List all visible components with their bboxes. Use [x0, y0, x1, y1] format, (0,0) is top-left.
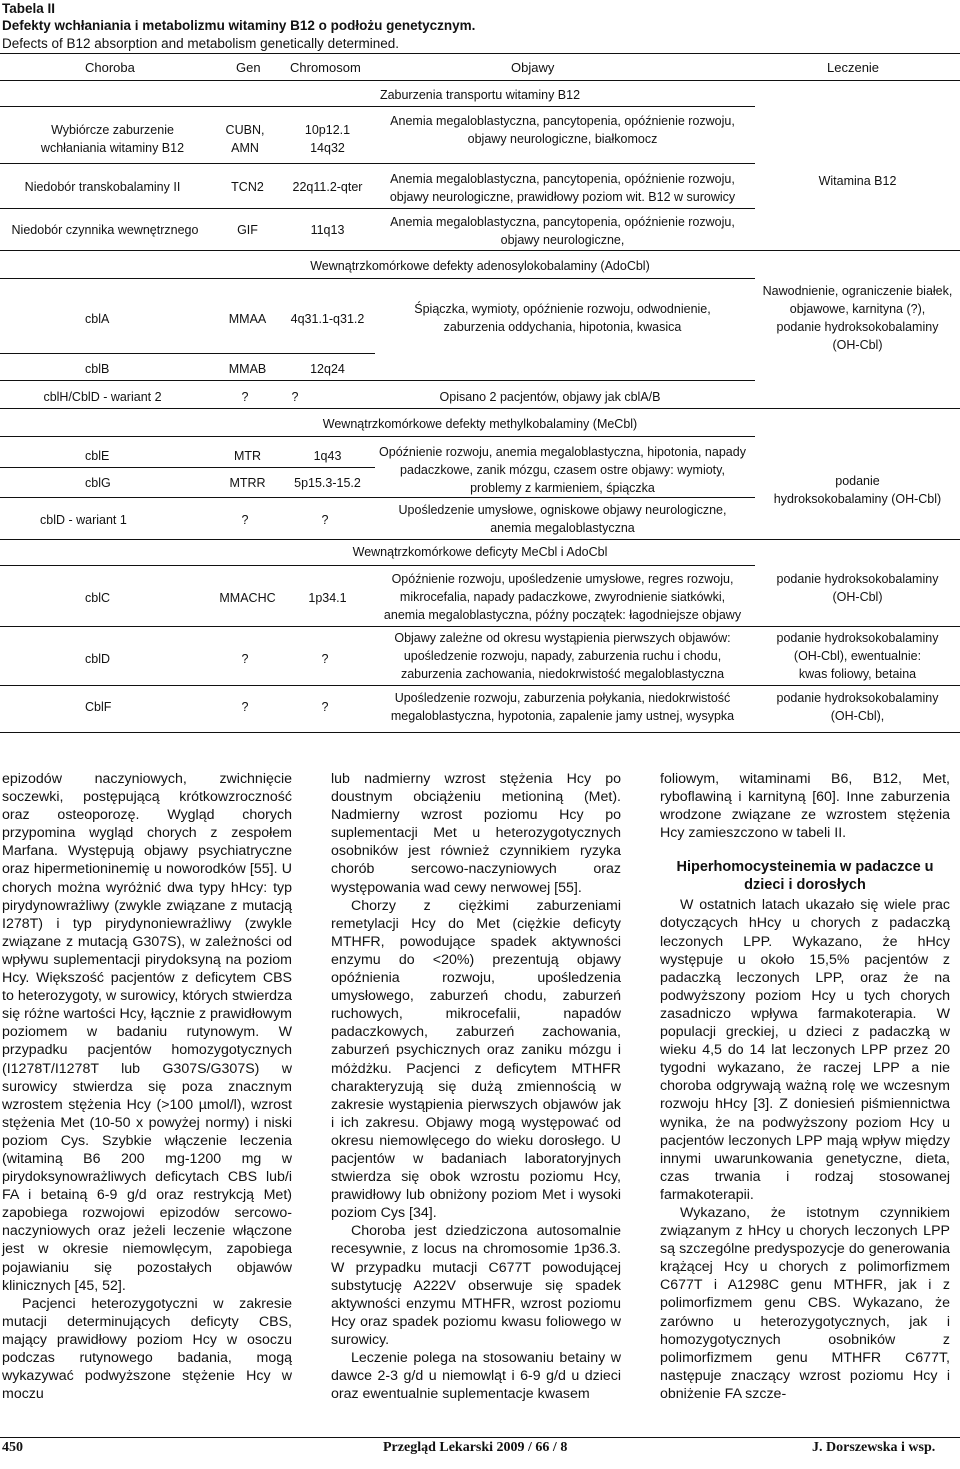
- row9-chromosome: ?: [321, 513, 329, 527]
- row1-symptoms: Anemia megaloblastyczna, pancytopenia, opóźnienie rozwoju, objawy neurologiczne, białkomocz: [390, 114, 735, 146]
- page-number: 450: [2, 1440, 23, 1455]
- row2-symptoms: Anemia megaloblastyczna, pancytopenia, opóźnienie rozwoju, objawy neurologiczne, prawidłowy poziom wit. B12 w surowicy: [389, 172, 736, 204]
- section-rule: [0, 106, 755, 107]
- treatment-adocbl: Nawodnienie, ograniczenie białek, objawowe, karnityna (?), podanie hydroksokobalaminy (OH-Cbl): [762, 284, 953, 352]
- row10-gene: MMACHC: [219, 591, 276, 605]
- row8-chromosome: 5p15.3-15.2: [294, 476, 361, 490]
- row11-gene: ?: [241, 652, 249, 666]
- row-rule: [0, 408, 960, 409]
- section-rule: [0, 565, 755, 566]
- paragraph: foliowym, witaminami B6, B12, Met, ryboflawiną i karnityną [60]. Inne zaburzenia wrodzone związane ze wzrostem stężenia Hcy zamieszczono w tabeli II.: [660, 771, 950, 842]
- section-mecbl: Wewnątrzkomórkowe defekty methylkobalaminy (MeCbl): [322, 417, 638, 431]
- paragraph: Wykazano, że istotnym czynnikiem związanym z hHcy u chorych leczonych LPP są szczególne predyspozycje do generowania krążącej Hcy u chorych z polimorfizmem C677T i A1298C genu MTHFR, jak i z polimorfizmem genu CBS. Wykazano, że zarówno u heterozygotycznych, jak i homozygotycznych osobników z polimorfizmem genu MTHFR C677T, następuje znaczący wzrost poziomu Hcy i obniżenie FA szcze-: [660, 1204, 950, 1402]
- row4-gene: MMAA: [228, 312, 267, 326]
- row1-gene: CUBN, AMN: [225, 123, 265, 155]
- row5-gene: MMAB: [228, 362, 267, 376]
- row-rule: [0, 685, 960, 686]
- paragraph: lub nadmierny wzrost stężenia Hcy po doustnym obciążeniu metioniną (Met). Nadmierny wzrost poziomu Hcy po suplementacji Met u heterozygotycznych osobników jest również czynnikiem ryzyka chorób sercowo-naczyniowych oraz występowania wad cewy nerwowej [55].: [331, 771, 621, 896]
- treatment-transport: Witamina B12: [818, 174, 897, 188]
- row3-symptoms: Anemia megaloblastyczna, pancytopenia, opóźnienie rozwoju, objawy neurologiczne,: [390, 215, 735, 247]
- row6-chromosome: ?: [291, 390, 299, 404]
- treatment-mecbl: podanie hydroksokobalaminy (OH-Cbl): [773, 474, 942, 506]
- row4-chromosome: 4q31.1-q31.2: [290, 312, 365, 326]
- header-disease: Choroba: [85, 60, 135, 75]
- body-column-1: [2, 770, 292, 1403]
- row3-gene: GIF: [237, 223, 258, 237]
- row12-chromosome: ?: [321, 700, 329, 714]
- row-rule: [0, 163, 755, 164]
- section-mecbl-adocbl: Wewnątrzkomórkowe deficyty MeCbl i AdoCbl: [352, 545, 608, 559]
- table-label: Tabela II: [2, 1, 56, 16]
- row3-disease: Niedobór czynnika wewnętrznego: [11, 223, 199, 237]
- paragraph: Leczenie polega na stosowaniu betainy w dawce 2-3 g/d u niemowląt i 6-9 g/d u dzieci oraz ewentualnie suplementacje kwasem: [331, 1350, 621, 1403]
- row4-symptoms: Śpiączka, wymioty, opóźnienie rozwoju, odwodnienie, zaburzenia oddychania, hipotonia, kwasica: [414, 302, 711, 334]
- row7-gene: MTR: [233, 449, 262, 463]
- row12-disease: CblF: [85, 700, 112, 714]
- row2-disease: Niedobór transkobalaminy II: [24, 180, 181, 194]
- row10-symptoms: Opóźnienie rozwoju, upośledzenie umysłowe, regres rozwoju, mikrocefalia, napady padaczkowe, zwyrodnienie siatkówki, anemia megaloblastyczna, późny początek: łagodniejsze objawy: [383, 572, 742, 622]
- body-column-2: [331, 770, 621, 1403]
- header-treatment: Leczenie: [827, 60, 880, 75]
- row2-gene: TCN2: [231, 180, 264, 194]
- row-rule: [0, 208, 755, 209]
- row12-symptoms: Upośledzenie rozwoju, zaburzenia połykania, niedokrwistość megaloblastyczna, hypotonia, zapalenie jamy ustnej, wysypka: [390, 691, 735, 723]
- paragraph: W ostatnich latach ukazało się wiele prac dotyczących hHcy u chorych z padaczką leczonych LPP. Wykazano, że hHcy występuje u około 15,5% pacjentów z padaczką leczonych LPP, oraz że na podwyższony poziom Hcy u tych chorych zasadniczo wpływa farmakoterapia. W populacji greckiej, u dzieci z padaczką w wieku 4,5 do 14 lat leczonych LPP przez 20 tygodni wykazano, że raczej LPP a nie choroba odgrywają ważną rolę we wczesnym rozwoju hHcy [3]. Z doniesień piśmiennictwa wynika, że na podwyższony poziom Hcy u pacjentów leczonych LPP mają wpływ między innymi uwarunkowania genetyczne, dieta, czas trwania i rodzaj stosowanej farmakoterapii.: [660, 897, 950, 1203]
- table-top-rule: [0, 53, 960, 54]
- author-info: J. Dorszewska i wsp.: [812, 1440, 936, 1455]
- row12-treatment: podanie hydroksokobalaminy (OH-Cbl),: [776, 691, 939, 723]
- body-column-3: [660, 770, 950, 1403]
- paragraph: Chorzy z ciężkimi zaburzeniami remetylacji Hcy do Met (ciężkie deficyty MTHFR, powodujące spadek aktywności enzymu do <20%) prezentują objawy opóźnienia rozwoju, upośledzenia umysłowego, zaburzeń chodu, zaburzeń ruchowych, mikrocefalii, napadów padaczkowych, zaburzeń zachowania, zaburzeń psychicznych oraz zaniku mózgu i móżdżku. Pacjenci z deficytem MTHFR charakteryzują się dużą zmiennością w zakresie wystąpienia pierwszych objawów jak i ich zakresu. Objawy mogą występować od okresu niemowlęcego do wieku dorosłego. U pacjentów w badaniach laboratoryjnych stwierdza się obok wzrostu poziomu Hcy, prawidłowy lub obniżony poziom Met i wysoki poziom Cys [34].: [331, 897, 621, 1222]
- row8-gene: MTRR: [229, 476, 266, 490]
- row4-disease: cblA: [85, 312, 110, 326]
- row11-disease: cblD: [85, 652, 111, 666]
- row8-disease: cblG: [85, 476, 111, 490]
- header-gene: Gen: [236, 60, 261, 75]
- row78-symptoms: Opóźnienie rozwoju, anemia megaloblastyczna, hipotonia, napady padaczkowe, zanik mózgu, czasem ostre objawy: wymioty, problemy z karmieniem, śpiączka: [379, 445, 746, 495]
- row10-chromosome: 1p34.1: [308, 591, 347, 605]
- row1-disease: Wybiórcze zaburzenie wchłaniania witaminy B12: [40, 123, 185, 155]
- table-bottom-rule: [0, 732, 960, 733]
- row5-disease: cblB: [85, 362, 110, 376]
- table-title-pl: Defekty wchłaniania i metabolizmu witaminy B12 o podłożu genetycznym.: [2, 18, 476, 33]
- section-transport: Zaburzenia transportu witaminy B12: [379, 88, 581, 102]
- row-rule: [0, 250, 960, 251]
- footer-rule: [0, 1437, 960, 1438]
- row1-chromosome: 10p12.1 14q32: [304, 123, 351, 155]
- header-chromosome: Chromosom: [290, 60, 361, 75]
- row10-treatment: podanie hydroksokobalaminy (OH-Cbl): [776, 572, 939, 604]
- paragraph: Pacjenci heterozygotyczni w zakresie mutacji determinujących deficyty CBS, mający prawidłowy poziom Hcy w osoczu podczas rutynowego badania, mogą wykazywać podwyższone stężenie Hcy w moczu: [2, 1295, 292, 1403]
- row6-symptoms: Opisano 2 pacjentów, objawy jak cblA/B: [439, 390, 661, 404]
- header-symptoms: Objawy: [511, 60, 555, 75]
- section-rule: [0, 278, 755, 279]
- row5-chromosome: 12q24: [310, 362, 345, 376]
- row-rule: [0, 380, 755, 381]
- row-rule: [0, 539, 960, 540]
- row-rule: [0, 353, 375, 354]
- row-rule: [0, 497, 755, 498]
- row6-disease: cblH/CblD - wariant 2: [43, 390, 162, 404]
- row9-disease: cblD - wariant 1: [40, 513, 127, 527]
- row6-gene: ?: [241, 390, 249, 404]
- row7-chromosome: 1q43: [313, 449, 342, 463]
- row7-disease: cblE: [85, 449, 110, 463]
- row11-chromosome: ?: [321, 652, 329, 666]
- row-rule: [0, 626, 960, 627]
- row12-gene: ?: [241, 700, 249, 714]
- section-adocbl: Wewnątrzkomórkowe defekty adenosylokobalaminy (AdoCbl): [310, 259, 650, 273]
- section-rule: [0, 436, 755, 437]
- section-heading: Hiperhomocysteinemia w padaczce u dzieci i dorosłych: [676, 859, 934, 894]
- row2-chromosome: 22q11.2-qter: [292, 180, 363, 194]
- paragraph: epizodów naczyniowych, zwichnięcie soczewki, postępującą krótkowzroczność oraz osteoporozę. Wygląd chorych przypomina wygląd chorych z zespołem Marfana. Występują objawy psychiatryczne oraz hipermetioninemię u noworodków [55]. U chorych można wyróżnić dwa typy hHcy: typ pirydynowrażliwy (zwykle związane z mutacją I278T) i typ pirydynoniewrażliwy (zwykle związane z mutacją G307S), w zależności od wpływu suplementacji pirydoksyną na poziom Hcy. Większość pacjentów z deficytem CBS to heterozygoty, w surowicy, których stwierdza się różne wartości Hcy, łącznie z prawidłowym poziomem w badaniu rutynowym. W przypadku pacjentów homozygotycznych (I1278T/I1278T lub G307S/G307S) w surowicy stwierdza się poza znacznym wzrostem stężenia Hcy (>100 µmol/l), wzrost stężenia Met (10-50 x powyżej normy) i niski poziom Cys. Szybkie włączenie leczenia (witaminą B6 200 mg-1200 mg w pirydoksynowrażliwych deficytach CBS lub/i FA i betainą 6-9 g/d oraz restrykcją Met) zapobiega rozwojowi epizodów sercowo-naczyniowych oraz jeżeli leczenie włączone jest w okresie niemowlęcym, zapobiega pojawianiu się pozostałych objawów klinicznych [45, 52].: [2, 771, 292, 1294]
- row11-treatment: podanie hydroksokobalaminy (OH-Cbl), ewentualnie: kwas foliowy, betaina: [776, 631, 939, 681]
- journal-info: Przegląd Lekarski 2009 / 66 / 8: [383, 1440, 568, 1455]
- header-rule: [0, 80, 960, 81]
- row11-symptoms: Objawy zależne od okresu wystąpienia pierwszych objawów: upośledzenie rozwoju, napady, zaburzenia ruchu i chodu, zaburzenia zachowania, niedokrwistość megaloblastyczna: [394, 631, 731, 681]
- row10-disease: cblC: [85, 591, 111, 605]
- table-title-en: Defects of B12 absorption and metabolism genetically determined.: [2, 36, 399, 51]
- row3-chromosome: 11q13: [310, 223, 345, 237]
- row9-symptoms: Upośledzenie umysłowe, ogniskowe objawy neurologiczne, anemia megaloblastyczna: [398, 503, 727, 535]
- paragraph: Choroba jest dziedziczona autosomalnie recesywnie, z locus na chromosomie 1p36.3. W przypadku mutacji C677T powodującej substytucję A222V obserwuje się spadek aktywności enzymu MTHFR, wzrost poziomu Hcy oraz spadek poziomu kwasu foliowego w surowicy.: [331, 1223, 621, 1348]
- row-rule: [0, 467, 375, 468]
- row9-gene: ?: [241, 513, 249, 527]
